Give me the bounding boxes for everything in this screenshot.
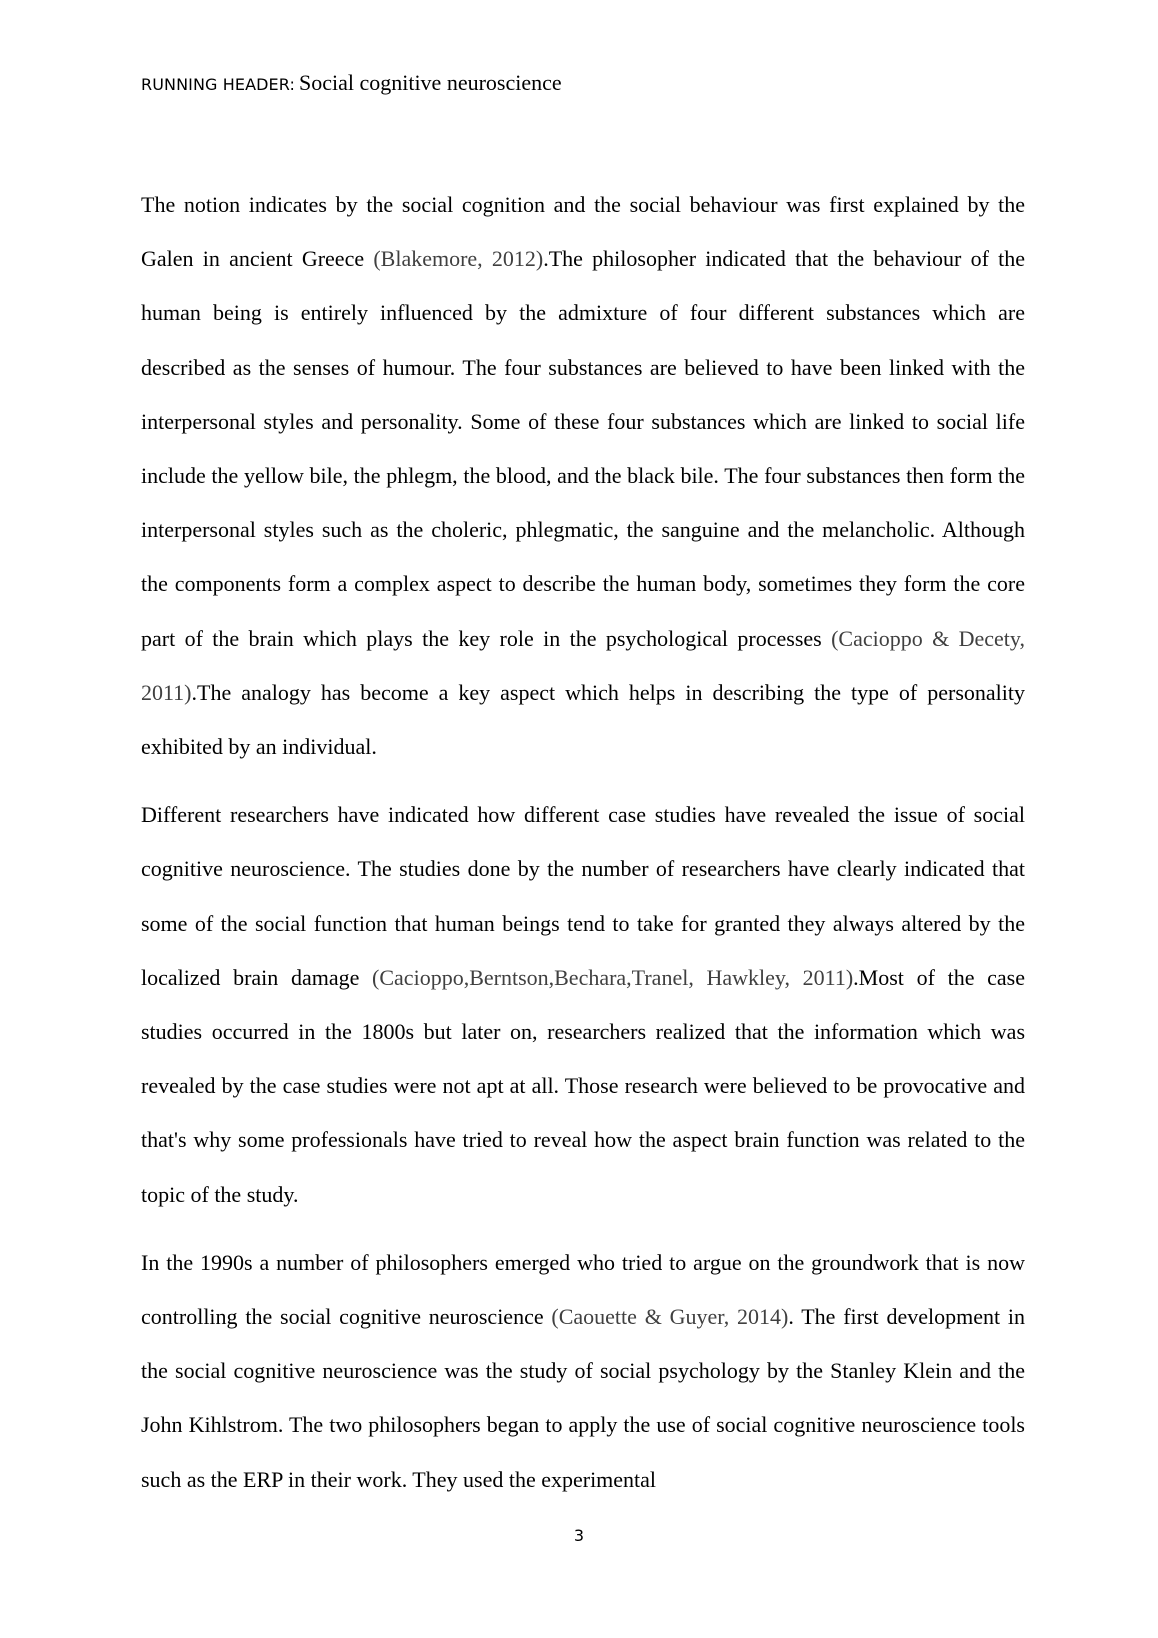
paragraph-2	[141, 788, 1025, 1222]
paragraph-text: . The first development in the social cognitive neuroscience was the study of social psychology by the Stanley Klein and the John Kihlstrom. The two philosophers began to apply the use of social cognitive neuroscience tools such as the ERP in their work. They used the experimental	[141, 1304, 1025, 1492]
paragraph-3	[141, 1236, 1025, 1507]
paragraph-text: In the 1990s a number of philosophers emerged who tried to argue on the groundwork that is now controlling the social cognitive neuroscience	[141, 1249, 1025, 1330]
page-number: 3	[573, 1526, 585, 1545]
citation: (Blakemore, 2012)	[373, 246, 544, 272]
paragraph-text: Different researchers have indicated how different case studies have revealed the issue of social cognitive neuroscience. The studies done by the number of researchers have clearly indicated that some of the social function that human beings tend to take for granted they always altered by the localized brain damage	[141, 802, 1025, 990]
paragraph-1	[141, 178, 1025, 774]
running-header-label: RUNNING HEADER:	[141, 75, 295, 94]
running-header	[141, 68, 562, 101]
citation: (Caouette & Guyer, 2014)	[551, 1304, 789, 1330]
citation: (Cacioppo,Berntson,Bechara,Tranel, Hawkley, 2011)	[372, 964, 854, 990]
running-header-title: Social cognitive neuroscience	[298, 70, 562, 95]
body-text	[141, 178, 1025, 1521]
paragraph-text: The notion indicates by the social cognition and the social behaviour was first explained by the Galen in ancient Greece	[141, 192, 1025, 272]
paragraph-text: .Most of the case studies occurred in the 1800s but later on, researchers realized that the information which was revealed by the case studies were not apt at all. Those research were believed to be provocative and that's why some professionals have tried to reveal how the aspect brain function was related to the topic of the study.	[141, 964, 1025, 1207]
citation: (Cacioppo & Decety, 2011)	[141, 625, 1025, 705]
paragraph-text: .The philosopher indicated that the behaviour of the human being is entirely influenced by the admixture of four different substances which are described as the senses of humour. The four substances are believed to have been linked with the interpersonal styles and personality. Some of these four substances which are linked to social life include the yellow bile, the phlegm, the blood, and the black bile. The four substances then form the interpersonal styles such as the choleric, phlegmatic, the sanguine and the melancholic. Although the components form a complex aspect to describe the human body, sometimes they form the core part of the brain which plays the key role in the psychological processes	[141, 246, 1026, 651]
paragraph-text: .The analogy has become a key aspect which helps in describing the type of personality exhibited by an individual.	[141, 679, 1025, 760]
